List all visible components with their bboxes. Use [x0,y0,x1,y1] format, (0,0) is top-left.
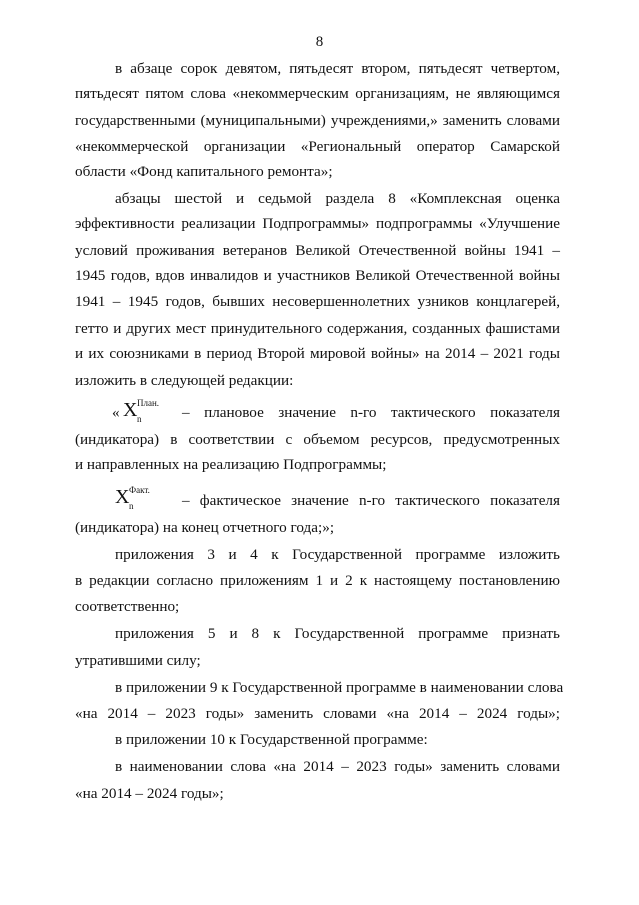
text-line-b-8: в приложении 10 к Государственной программе: [115,731,428,748]
text-line-b-9: в наименовании слова «на 2014 – 2023 годы» заменить словами [115,758,560,775]
text-line-11: гетто и других мест принудительного содержания, созданных фашистами [75,320,560,337]
text-line-2: пятьдесят пятом слова «некоммерческим организациям, не являющимся [75,85,560,102]
text-line-5: области «Фонд капитального ремонта»; [75,163,333,180]
text-line-4: «некоммерческой организации «Региональный оператор Самарской [75,138,560,155]
text-line-b-1: приложения 3 и 4 к Государственной программе изложить [115,546,560,563]
text-line-b-2: в редакции согласно приложениям 1 и 2 к настоящему постановлению [75,572,560,589]
text-line-b-7: «на 2014 – 2023 годы» заменить словами «на 2014 – 2024 годы»; [75,705,560,722]
text-line-b-3: соответственно; [75,598,180,615]
formula-open-quote: « [112,404,120,421]
text-line-12: и их союзниками в период Второй мировой войны» на 2014 – 2021 годы [75,345,560,362]
text-line-3: государственными (муниципальными) учреждениями,» заменить словами [75,112,560,129]
formula-fact-line-1: (индикатора) на конец отчетного года;»; [75,519,335,536]
text-line-8: условий проживания ветеранов Великой Отечественной войны 1941 – [75,242,560,259]
text-line-10: 1941 – 1945 годов, бывших несовершеннолетних узников концлагерей, [75,293,560,310]
formula-fact-superscript: Факт. [129,485,150,495]
text-line-13: изложить в следующей редакции: [75,372,294,389]
text-line-b-5: утратившими силу; [75,652,201,669]
text-line-9: 1945 годов, вдов инвалидов и участников Великой Отечественной войны [75,267,560,284]
formula-plan-subscript: n [137,414,142,424]
text-line-b-6: в приложении 9 к Государственной программе в наименовании слова [115,679,564,696]
formula-plan-definition: – плановое значение n-го тактического показателя [182,404,560,421]
formula-plan-line-1: (индикатора) в соответствии с объемом ресурсов, предусмотренных [75,431,560,448]
text-line-6: абзацы шестой и седьмой раздела 8 «Комплексная оценка [115,190,560,207]
formula-plan-superscript: План. [137,398,160,408]
formula-fact-definition: – фактическое значение n-го тактического показателя [182,492,560,509]
text-line-b-4: приложения 5 и 8 к Государственной программе признать [115,625,560,642]
text-line-7: эффективности реализации Подпрограммы» подпрограммы «Улучшение [75,215,560,232]
formula-fact-symbol: X [115,486,130,508]
formula-plan-symbol: X [123,399,138,421]
text-line-1: в абзаце сорок девятом, пятьдесят втором, пятьдесят четвертом, [115,60,560,77]
formula-plan-line-2: и направленных на реализацию Подпрограммы; [75,456,387,473]
page-number: 8 [315,34,324,50]
formula-fact-subscript: n [129,501,134,511]
text-line-b-10: «на 2014 – 2024 годы»; [75,785,224,802]
